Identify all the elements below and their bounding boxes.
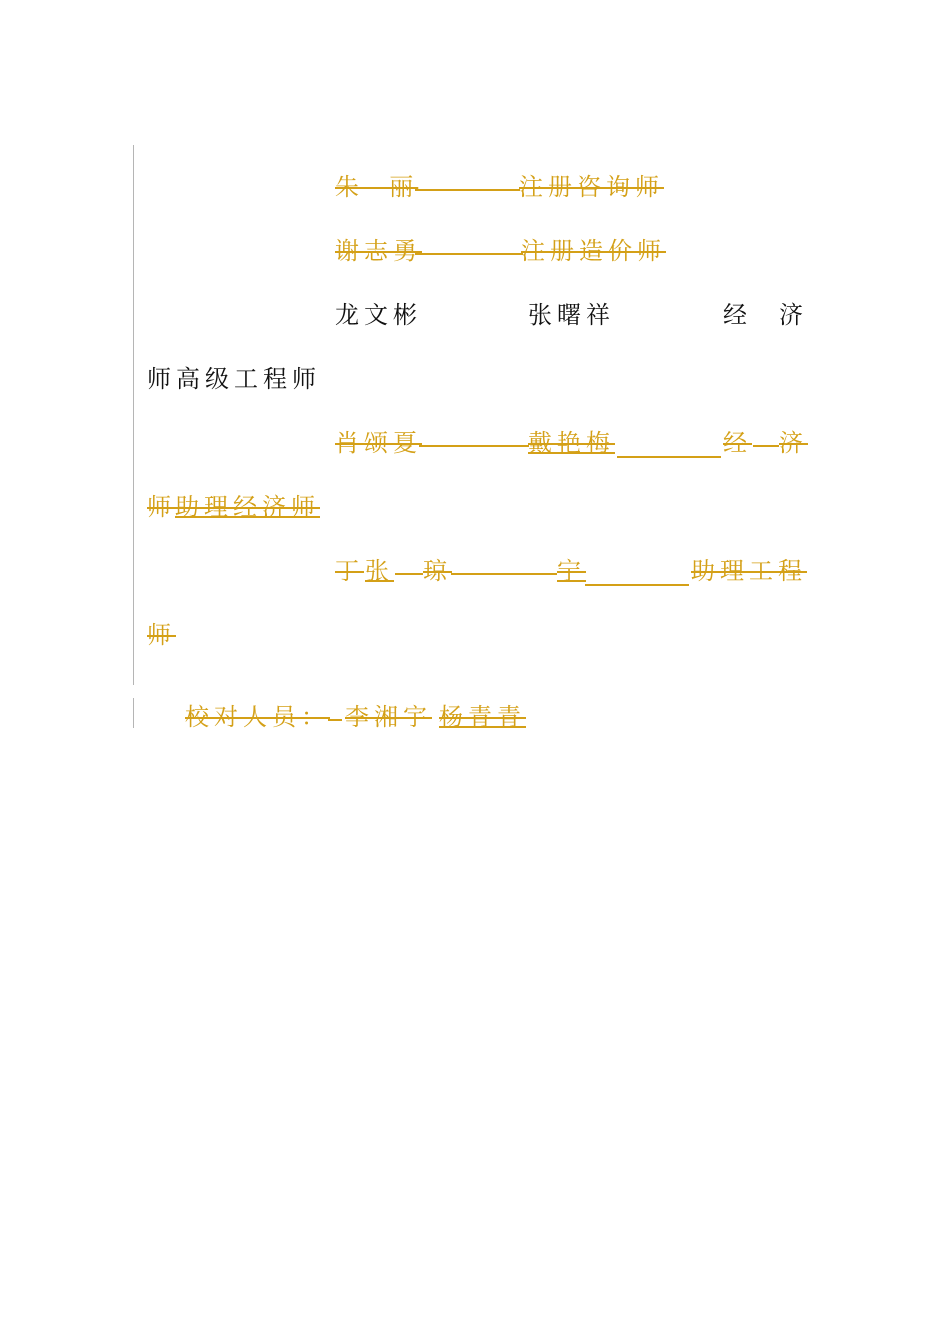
- proofreader-name-inserted: 杨青青: [439, 703, 526, 731]
- staff-row-zhu-li: [335, 172, 670, 202]
- staff-name-inserted: 张: [365, 557, 394, 585]
- staff-title-continuation: 师高级工程师: [147, 365, 321, 393]
- tab-leader: [585, 584, 689, 586]
- staff-row-continuation: [147, 492, 447, 522]
- staff-row-xiao-songxia: [335, 428, 815, 458]
- staff-title: 注册造价师: [521, 237, 666, 265]
- staff-name: 朱 丽: [335, 173, 419, 201]
- staff-title: 助理工程: [691, 557, 807, 585]
- proofreader-name-deleted: 李湘宇: [345, 703, 432, 731]
- proofreader-row: [185, 702, 545, 732]
- staff-title: 注册咨询师: [519, 173, 664, 201]
- tab-leader: [415, 189, 520, 191]
- staff-name-2: 戴艳梅: [528, 429, 615, 457]
- staff-name: 谢志勇: [335, 237, 422, 265]
- tab-leader: [395, 573, 423, 575]
- staff-name: 龙文彬: [335, 301, 422, 329]
- staff-name: 肖颂夏: [335, 429, 422, 457]
- tab-leader: [419, 445, 529, 447]
- staff-title-part: 济: [779, 429, 808, 457]
- staff-name-rest: 琼: [423, 557, 452, 585]
- staff-row-continuation: [147, 620, 247, 650]
- staff-title-continuation-deleted: 师: [147, 493, 176, 521]
- staff-title-continuation: 师: [147, 621, 176, 649]
- staff-name-2: 宁: [557, 557, 586, 585]
- staff-title-part: 济: [779, 301, 808, 329]
- tab-leader: [753, 445, 779, 447]
- staff-row-xie-zhiyong: [335, 236, 670, 266]
- tab-leader: [617, 456, 721, 458]
- proofreader-label: 校对人员：: [185, 703, 330, 731]
- staff-row-ding: [335, 556, 815, 586]
- staff-row-continuation: [147, 364, 447, 394]
- tab-leader: [415, 253, 523, 255]
- staff-title-part: 经: [723, 429, 752, 457]
- tab-leader: [328, 719, 342, 721]
- staff-name-2: 张曙祥: [528, 301, 615, 329]
- staff-row-long-wenbin: [335, 300, 815, 330]
- change-bar: [133, 145, 134, 685]
- staff-title-part: 经: [723, 301, 752, 329]
- staff-title-continuation-inserted: 助理经济师: [175, 493, 320, 521]
- change-bar: [133, 698, 134, 728]
- tab-leader: [451, 573, 557, 575]
- staff-name: 丁: [335, 557, 364, 585]
